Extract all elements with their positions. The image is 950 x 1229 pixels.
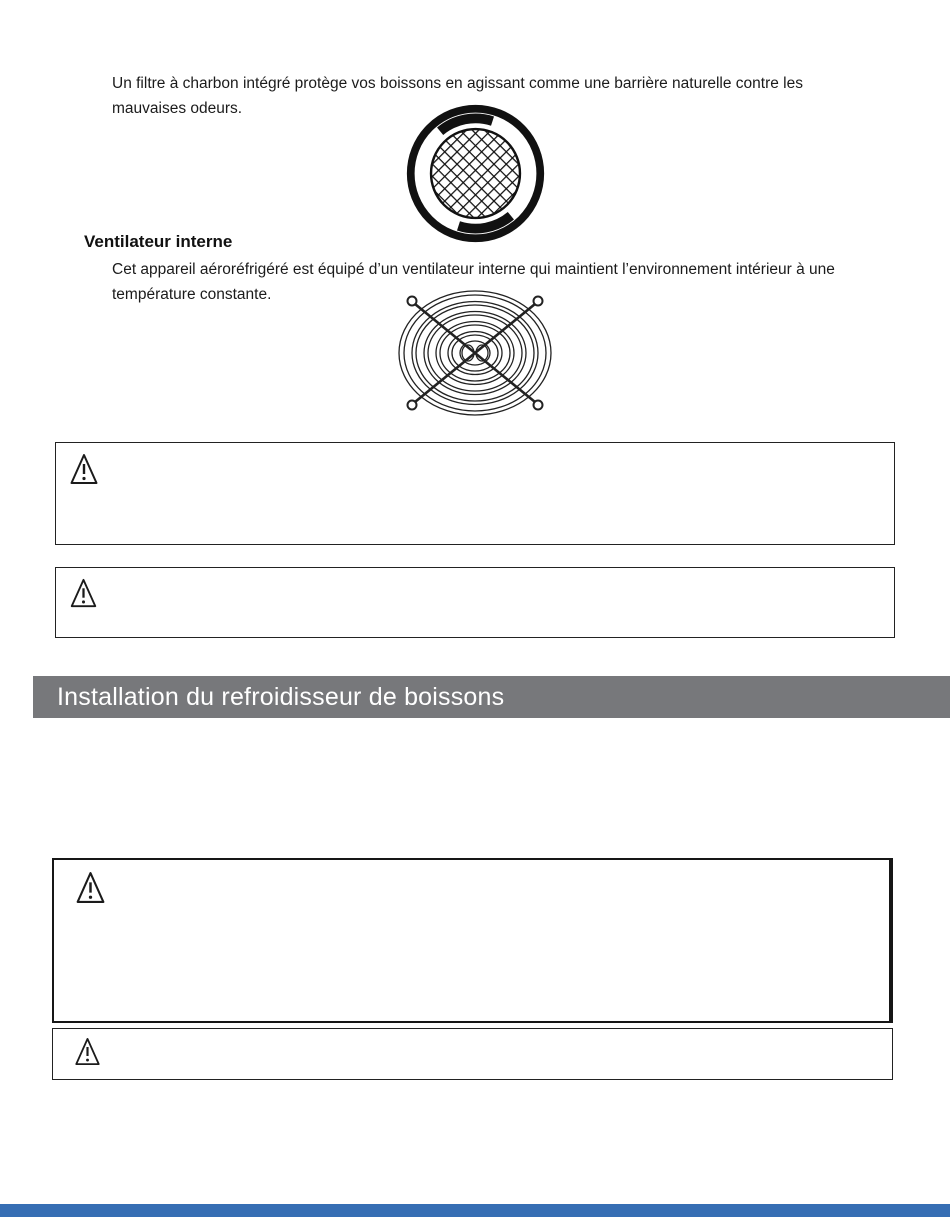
warning-triangle-icon	[74, 1036, 892, 1067]
warning-box	[55, 567, 895, 638]
section-header-installation	[33, 676, 950, 718]
warning-box	[52, 858, 893, 1023]
footer-bar	[0, 1204, 950, 1217]
carbon-filter-icon	[403, 101, 548, 246]
fan-guard-icon	[393, 287, 558, 419]
internal-fan-heading: Ventilateur interne	[84, 232, 233, 251]
warning-triangle-icon	[69, 452, 894, 486]
section-header-title: Installation du refroidisseur de boissons	[57, 682, 505, 711]
warning-triangle-icon	[69, 577, 894, 609]
warning-box	[55, 442, 895, 545]
carbon-filter-paragraph: Un filtre à charbon intégré protège vos boissons en agissant comme une barrière naturelle contre les mauvaises odeurs.	[112, 75, 803, 117]
warning-triangle-icon	[75, 870, 889, 905]
warning-box	[52, 1028, 893, 1080]
internal-fan-paragraph: Cet appareil aéroréfrigéré est équipé d’un ventilateur interne qui maintient l’environnement intérieur à une température constante.	[112, 261, 835, 303]
